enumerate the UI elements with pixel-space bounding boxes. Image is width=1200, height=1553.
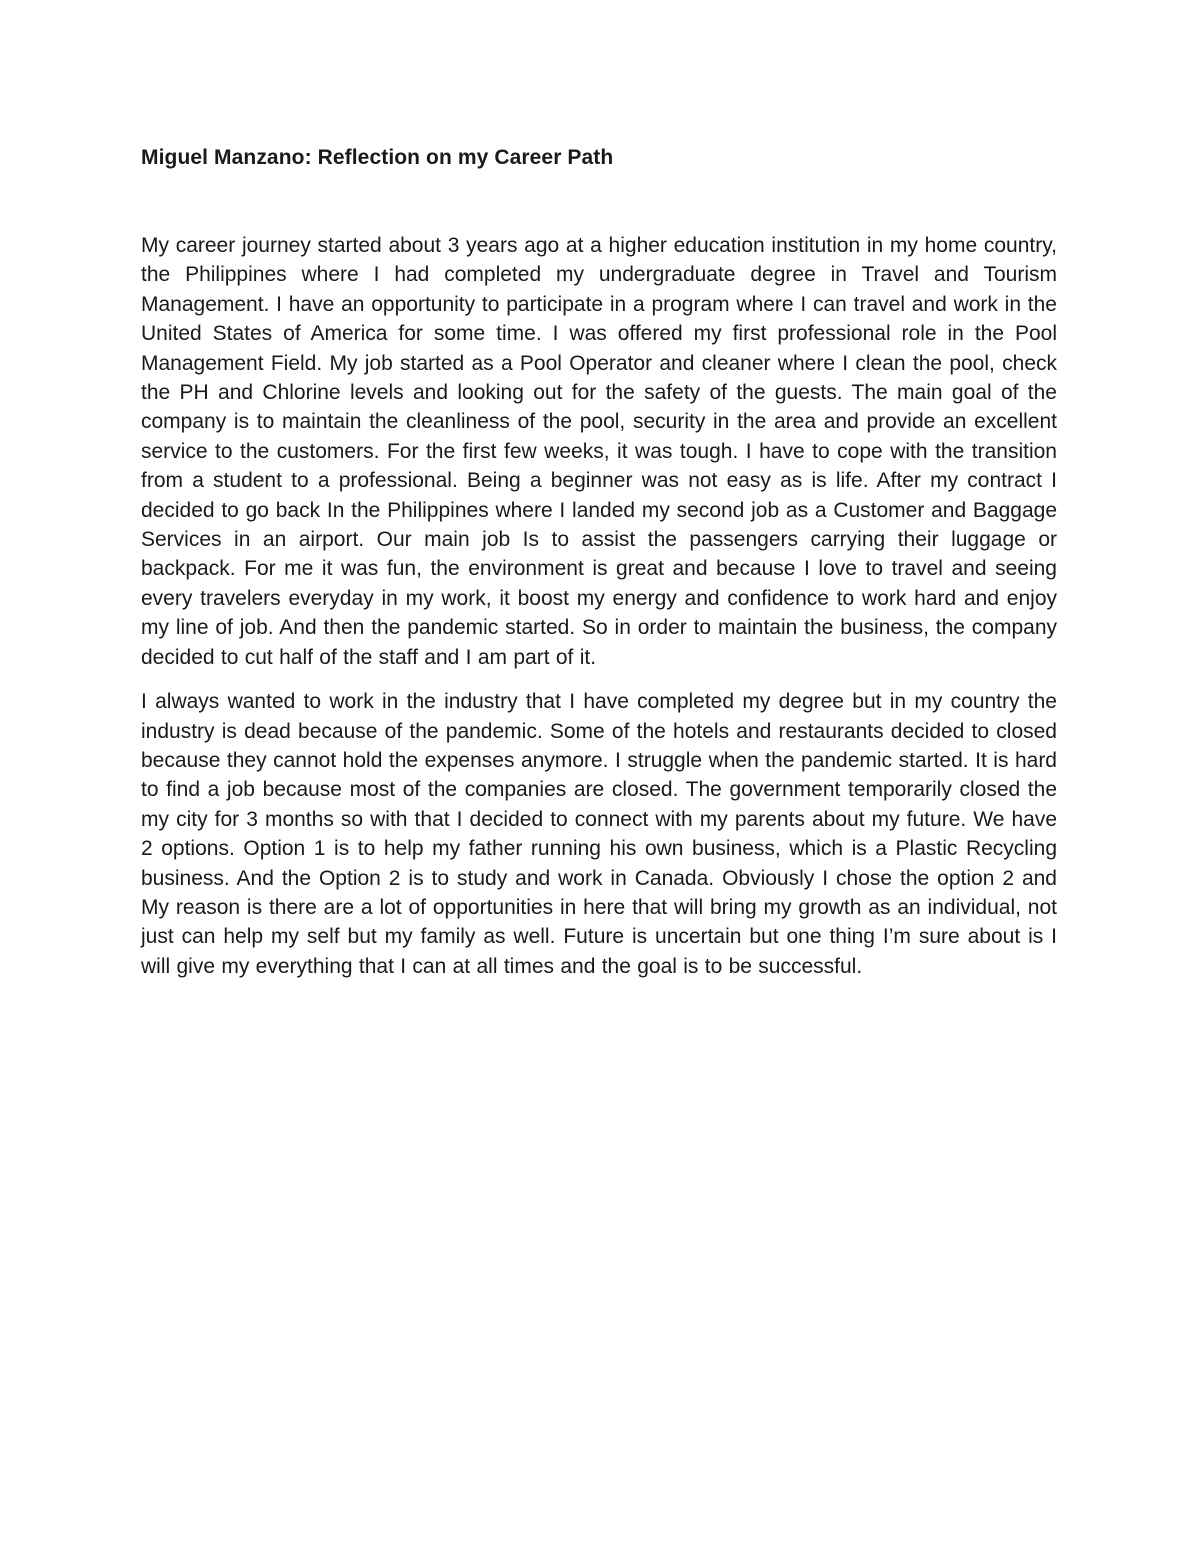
document-title: Miguel Manzano: Reflection on my Career Path [141,146,614,169]
document-content [141,143,1057,981]
body-paragraph: I always wanted to work in the industry that I have completed my degree but in my country the industry is dead because of the pandemic. Some of the hotels and restaurants decided to closed because they cannot hold the expenses anymore. I struggle when the pandemic started. It is hard to find a job because most of the companies are closed. The government temporarily closed the my city for 3 months so with that I decided to connect with my parents about my future. We have 2 options. Option 1 is to help my father running his own business, which is a Plastic Recycling business. And the Option 2 is to study and work in Canada. Obviously I chose the option 2 and My reason is there are a lot of opportunities in here that will bring my growth as an individual, not just can help my self but my family as well. Future is uncertain but one thing I’m sure about is I will give my everything that I can at all times and the goal is to be successful. [141,690,1057,978]
body-paragraph: My career journey started about 3 years ago at a higher education institution in my home country, the Philippines where I had completed my undergraduate degree in Travel and Tourism Management. I have an opportunity to participate in a program where I can travel and work in the United States of America for some time. I was offered my first professional role in the Pool Management Field. My job started as a Pool Operator and cleaner where I clean the pool, check the PH and Chlorine levels and looking out for the safety of the guests. The main goal of the company is to maintain the cleanliness of the pool, security in the area and provide an excellent service to the customers. For the first few weeks, it was tough. I have to cope with the transition from a student to a professional. Being a beginner was not easy as is life. After my contract I decided to go back In the Philippines where I landed my second job as a Customer and Baggage Services in an airport. Our main job Is to assist the passengers carrying their luggage or backpack. For me it was fun, the environment is great and because I love to travel and seeing every travelers everyday in my work, it boost my energy and confidence to work hard and enjoy my line of job. And then the pandemic started. So in order to maintain the business, the company decided to cut half of the staff and I am part of it. [141,234,1057,669]
